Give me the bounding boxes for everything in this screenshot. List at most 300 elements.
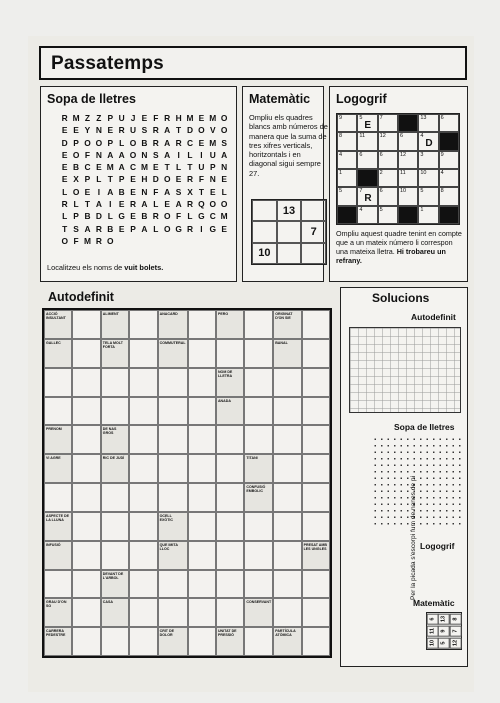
word-search-letter: Y — [84, 125, 91, 136]
logogrif-cell: 5 — [418, 187, 438, 205]
math-puzzle-instructions: Ompliu els quadres blancs amb números de manera que la suma de tres xifres verticals, horitzontals i en diagonal sigui sempre 27. — [249, 113, 328, 178]
logogrif-cell: 11 — [357, 132, 377, 150]
word-search-letter: X — [73, 174, 79, 185]
word-search-letter: E — [130, 186, 136, 197]
crossword-cell — [101, 627, 129, 656]
word-search-letter: V — [209, 125, 216, 136]
logogrif-cell: 8 — [337, 132, 357, 150]
word-search-letter: P — [107, 113, 114, 123]
word-search-title: Sopa de lletres — [47, 92, 136, 106]
word-search-letter: E — [209, 186, 216, 197]
crossword-cell — [302, 339, 330, 368]
crossword-clue-cell: GALLEC — [44, 339, 72, 368]
logogrif-cell: 6 — [378, 187, 398, 205]
word-search-letter: T — [187, 162, 193, 173]
crossword-title: Autodefinit — [48, 290, 114, 304]
crossword-cell — [302, 425, 330, 454]
crossword-cell — [273, 570, 301, 599]
word-search-letter: Z — [84, 113, 91, 123]
crossword-cell — [216, 454, 244, 483]
word-search-letter: O — [95, 137, 103, 148]
crossword-cell — [244, 397, 273, 426]
word-search-letter: O — [163, 174, 171, 185]
word-search-letter: P — [209, 162, 216, 173]
logogrif-solution-text — [410, 550, 417, 600]
crossword-cell — [72, 570, 100, 599]
crossword-cell — [44, 483, 72, 512]
word-search-panel — [40, 86, 237, 282]
word-search-letter: J — [130, 113, 136, 123]
word-search-letter: E — [61, 174, 68, 185]
crossword-cell — [273, 368, 301, 397]
math-solution-cell: 6 — [427, 613, 439, 624]
logogrif-cell: 4 — [439, 169, 459, 187]
math-cell — [277, 221, 302, 242]
crossword-cell — [188, 368, 216, 397]
crossword-cell — [244, 368, 273, 397]
word-search-letter: E — [118, 223, 125, 234]
crossword-cell — [273, 454, 301, 483]
word-search-letter: R — [175, 137, 182, 148]
word-search-letter: F — [198, 174, 204, 185]
word-search-letter: M — [106, 162, 114, 173]
math-cell — [301, 243, 326, 264]
crossword-cell — [158, 598, 188, 627]
logogrif-cell: 6 — [398, 132, 418, 150]
crossword-clue-cell: PRESAT AMB LES UNGLES — [302, 541, 330, 570]
crossword-cell — [44, 570, 72, 599]
word-search-solution — [372, 436, 462, 526]
word-search-letter: E — [61, 162, 68, 173]
crossword-clue-cell: CONFUSIÓ EMBOLIC — [244, 483, 273, 512]
math-cell: 13 — [277, 200, 302, 221]
logogrif-cell — [439, 206, 459, 224]
crossword-cell — [188, 512, 216, 541]
crossword-cell — [216, 512, 244, 541]
crossword-cell — [101, 512, 129, 541]
header-banner — [39, 46, 467, 80]
word-search-letter: L — [96, 174, 102, 185]
crossword-cell — [72, 368, 100, 397]
crossword-cell — [302, 397, 330, 426]
word-search-letter: R — [186, 199, 194, 210]
math-solution-cell: 12 — [449, 637, 461, 648]
word-search-letter: R — [95, 223, 102, 234]
math-solution-grid — [426, 612, 462, 650]
logogrif-cell — [337, 206, 357, 224]
word-search-letter: E — [164, 199, 170, 210]
word-search-letter: D — [61, 137, 68, 148]
logogrif-cell: 6 — [378, 151, 398, 169]
word-search-letter: I — [109, 199, 112, 210]
solutions-crossword-label: Autodefinit — [411, 312, 456, 322]
crossword-clue-cell: QUE IMITA LLOC — [158, 541, 188, 570]
word-search-letter: B — [73, 162, 80, 173]
word-search-letter: F — [153, 186, 159, 197]
crossword-cell — [129, 598, 157, 627]
math-cell: 7 — [301, 221, 326, 242]
word-search-letter: R — [164, 113, 171, 123]
crossword-cell — [302, 454, 330, 483]
word-search-letter: O — [198, 125, 205, 136]
word-search-letter: E — [130, 174, 136, 185]
crossword-cell — [188, 598, 216, 627]
word-search-letter: C — [186, 137, 194, 148]
crossword-clue-cell: RIC DE JUDÍ — [101, 454, 129, 483]
word-search-letter: R — [152, 125, 159, 136]
crossword-cell — [188, 310, 216, 339]
word-search-letter: P — [84, 174, 91, 185]
crossword-cell — [72, 454, 100, 483]
logogrif-cell: 7 R — [357, 187, 377, 205]
word-search-letter: I — [200, 223, 203, 234]
word-search-letter: G — [175, 223, 182, 234]
word-search-letter: E — [198, 113, 205, 123]
crossword-cell — [101, 368, 129, 397]
word-search-letter: F — [84, 149, 91, 160]
crossword-cell — [302, 627, 330, 656]
word-search-letter: M — [209, 137, 217, 148]
word-search-letter: S — [153, 149, 159, 160]
crossword-cell — [129, 483, 157, 512]
word-search-letter: M — [140, 162, 148, 173]
word-search-letter: U — [209, 149, 216, 160]
crossword-cell — [129, 512, 157, 541]
word-search-letter: R — [186, 223, 194, 234]
word-search-letter: X — [187, 186, 193, 197]
word-search-letter: O — [107, 235, 114, 246]
word-search-letter: N — [141, 186, 148, 197]
logogrif-cell: 12 — [398, 151, 418, 169]
logogrif-instructions: Ompliu aquest quadre tenint en compte que a un mateix número li correspon una mateixa lletra. Hi trobareu un refrany. — [336, 229, 462, 265]
logogrif-cell: 6 — [357, 151, 377, 169]
crossword-cell — [302, 483, 330, 512]
crossword-cell — [302, 512, 330, 541]
logogrif-cell: 11 — [398, 169, 418, 187]
crossword-cell — [216, 598, 244, 627]
crossword-cell — [129, 627, 157, 656]
word-search-letter: N — [141, 149, 148, 160]
crossword-cell — [129, 339, 157, 368]
crossword-clue-cell: VI AGRE — [44, 454, 72, 483]
crossword-cell — [244, 627, 273, 656]
crossword-clue-cell: PARTÍCULA ATÒMICA — [273, 627, 301, 656]
solutions-word-search-label: Sopa de lletres — [394, 422, 455, 432]
word-search-letter: A — [141, 199, 148, 210]
math-solution-cell: 8 — [449, 613, 461, 624]
word-search-letter: P — [73, 137, 79, 148]
logogrif-panel — [329, 86, 468, 282]
crossword-cell — [244, 339, 273, 368]
crossword-clue-cell: TELA MOLT FORTA — [101, 339, 129, 368]
word-search-letter: P — [118, 174, 125, 185]
crossword-cell — [216, 339, 244, 368]
word-search-letter: F — [73, 235, 79, 246]
word-search-letter: E — [118, 199, 125, 210]
word-search-letter: M — [72, 113, 80, 123]
crossword-clue-cell: DE NAS GROS — [101, 425, 129, 454]
crossword-cell — [302, 598, 330, 627]
math-cell: 10 — [252, 243, 277, 264]
crossword-clue-cell: CARRERA PEDESTRE — [44, 627, 72, 656]
crossword-cell — [72, 425, 100, 454]
word-search-letter: U — [130, 125, 137, 136]
crossword-cell — [72, 483, 100, 512]
crossword-clue-cell: ORIGINAT D'ON SIE — [273, 310, 301, 339]
math-solution-cell: 9 — [438, 625, 450, 636]
word-search-letter: S — [141, 125, 148, 136]
logogrif-grid — [336, 113, 460, 225]
word-search-letter: P — [107, 137, 114, 148]
solutions-title: Solucions — [372, 291, 430, 305]
crossword-cell — [158, 570, 188, 599]
crossword-cell — [244, 570, 273, 599]
crossword-cell — [158, 454, 188, 483]
crossword-cell — [216, 483, 244, 512]
word-search-letter: M — [209, 113, 217, 123]
math-solution-cell: 5 — [438, 637, 450, 648]
word-search-letter: O — [163, 211, 171, 222]
word-search-letter: O — [129, 149, 137, 160]
word-search-letter: R — [130, 199, 137, 210]
word-search-letter: A — [175, 199, 182, 210]
math-puzzle-title: Matemàtic — [249, 92, 311, 106]
word-search-letter: R — [61, 113, 68, 123]
word-search-letter: T — [198, 186, 204, 197]
crossword-cell — [244, 310, 273, 339]
crossword-cell — [129, 397, 157, 426]
word-search-letter: Q — [198, 199, 205, 210]
crossword-grid — [44, 310, 330, 656]
math-puzzle-panel — [242, 86, 328, 282]
logogrif-cell: 9 — [439, 151, 459, 169]
word-search-letter: D — [95, 211, 102, 222]
crossword-clue-cell: CRIT DE DOLOR — [158, 627, 188, 656]
crossword-cell — [273, 397, 301, 426]
word-search-letter: O — [220, 199, 228, 210]
page-title: Passatemps — [51, 53, 164, 74]
word-search-letter: E — [73, 125, 79, 136]
word-search-letter: F — [153, 113, 159, 123]
logogrif-cell: 1 — [337, 169, 357, 187]
logogrif-cell: 8 — [439, 187, 459, 205]
crossword-cell — [273, 512, 301, 541]
word-search-letter: O — [209, 199, 217, 210]
word-search-letter: L — [187, 149, 193, 160]
math-cell — [301, 200, 326, 221]
word-search-letter: I — [177, 149, 180, 160]
crossword-cell — [72, 598, 100, 627]
crossword-cell — [72, 627, 100, 656]
logogrif-cell: 12 — [378, 132, 398, 150]
crossword-cell — [129, 368, 157, 397]
crossword-cell — [101, 541, 129, 570]
word-search-letter: H — [141, 174, 148, 185]
crossword-clue-cell: TITANI — [244, 454, 273, 483]
word-search-letter: T — [84, 199, 91, 210]
crossword-cell — [72, 339, 100, 368]
word-search-letter: L — [176, 162, 182, 173]
word-search-letter: R — [186, 174, 194, 185]
word-search-letter: L — [62, 186, 68, 197]
word-search-letter: E — [61, 125, 68, 136]
word-search-instructions: Localitzeu els noms de vuit bolets. — [47, 263, 164, 272]
word-search-letter: T — [107, 174, 113, 185]
word-search-letter: O — [129, 137, 137, 148]
crossword-cell — [244, 541, 273, 570]
math-puzzle-grid — [251, 199, 327, 265]
word-search-letter: N — [221, 162, 228, 173]
crossword-clue-cell: ANACARD — [158, 310, 188, 339]
crossword-cell — [129, 425, 157, 454]
crossword-clue-cell: OCELL EXÒTIC — [158, 512, 188, 541]
word-search-letter: B — [118, 186, 125, 197]
word-search-letter: A — [107, 149, 114, 160]
word-search-letter: A — [164, 186, 171, 197]
crossword-cell — [188, 339, 216, 368]
word-search-letter: U — [118, 113, 125, 123]
word-search-letter: E — [153, 162, 159, 173]
crossword-clue-cell: COMMUTERAL — [158, 339, 188, 368]
crossword-cell — [72, 541, 100, 570]
crossword-clue-cell: DEVANT DE L'ARBOL — [101, 570, 129, 599]
word-search-letter: N — [95, 125, 102, 136]
word-search-letter: T — [62, 223, 68, 234]
logogrif-cell — [398, 114, 418, 132]
crossword-cell — [188, 541, 216, 570]
word-search-letter: D — [186, 125, 194, 136]
word-search-letter: T — [164, 162, 170, 173]
word-search-letter: A — [118, 149, 125, 160]
logogrif-cell: 3 — [418, 151, 438, 169]
logogrif-cell: 4 — [337, 151, 357, 169]
logogrif-cell: 4 — [357, 206, 377, 224]
word-search-letter: A — [164, 125, 171, 136]
math-solution-cell: 10 — [427, 637, 439, 648]
crossword-cell — [129, 570, 157, 599]
word-search-letter: U — [198, 162, 205, 173]
word-search-letter: L — [221, 186, 227, 197]
crossword-clue-cell: ANADA — [216, 397, 244, 426]
crossword-cell — [158, 397, 188, 426]
word-search-letter: N — [95, 149, 102, 160]
crossword-cell — [302, 368, 330, 397]
word-search-letter: E — [130, 211, 136, 222]
word-search-letter: A — [164, 149, 171, 160]
word-search-letter: L — [107, 211, 113, 222]
logogrif-cell — [398, 206, 418, 224]
word-search-letter: S — [221, 137, 227, 148]
math-cell — [252, 221, 277, 242]
word-search-letter: I — [200, 149, 203, 160]
crossword-cell — [273, 598, 301, 627]
word-search-letter: E — [221, 223, 227, 234]
crossword-cell — [129, 541, 157, 570]
crossword-cell — [302, 310, 330, 339]
crossword-cell — [188, 570, 216, 599]
crossword-cell — [129, 454, 157, 483]
word-search-letter: A — [84, 223, 91, 234]
word-search-letter: L — [73, 199, 79, 210]
crossword-clue-cell: GRAU D'ON SO — [44, 598, 72, 627]
logogrif-cell — [439, 132, 459, 150]
word-search-letter: B — [84, 211, 91, 222]
word-search-letter: L — [119, 137, 125, 148]
word-search-letter: A — [141, 223, 148, 234]
crossword-cell — [101, 397, 129, 426]
crossword-cell — [273, 541, 301, 570]
word-search-letter: L — [187, 211, 193, 222]
word-search-letter: Z — [96, 113, 102, 123]
crossword-cell — [72, 397, 100, 426]
crossword-cell — [129, 310, 157, 339]
crossword-clue-cell: UNITAT DE PRESSIÓ — [216, 627, 244, 656]
crossword-cell — [158, 483, 188, 512]
word-search-letter: O — [220, 113, 228, 123]
math-solution-cell: 11 — [427, 625, 439, 636]
word-search-letter: S — [73, 223, 79, 234]
crossword-cell — [188, 397, 216, 426]
word-search-letter: L — [153, 199, 159, 210]
word-search-letter: A — [221, 149, 228, 160]
crossword-cell — [188, 454, 216, 483]
crossword-cell — [216, 425, 244, 454]
word-search-letter: R — [61, 199, 68, 210]
crossword-cell — [158, 368, 188, 397]
word-search-letter: G — [209, 223, 217, 234]
word-search-letter: E — [96, 162, 102, 173]
crossword-cell — [216, 541, 244, 570]
crossword-cell — [158, 425, 188, 454]
word-search-letter: C — [84, 162, 91, 173]
word-search-letter: M — [220, 211, 228, 222]
crossword-cell — [44, 397, 72, 426]
word-search-letter: P — [73, 211, 79, 222]
crossword-cell — [188, 627, 216, 656]
math-solution-cell: 13 — [438, 613, 450, 624]
crossword-cell — [216, 570, 244, 599]
logogrif-cell: 10 — [418, 169, 438, 187]
word-search-letter: B — [107, 223, 114, 234]
word-search-letter: A — [95, 199, 102, 210]
crossword-cell — [273, 425, 301, 454]
word-search-letter: B — [141, 137, 148, 148]
solutions-math-label: Matemàtic — [413, 598, 455, 608]
word-search-letter: E — [61, 149, 68, 160]
word-search-letter: T — [176, 125, 182, 136]
word-search-letter: E — [107, 125, 114, 136]
crossword-cell — [188, 425, 216, 454]
crossword-clue-cell: ALIMENT — [101, 310, 129, 339]
crossword-clue-cell: ASPECTE DE LA LLUNA — [44, 512, 72, 541]
word-search-letter: R — [152, 137, 159, 148]
word-search-letter: H — [175, 113, 182, 123]
logogrif-cell: 2 — [378, 169, 398, 187]
word-search-letter: S — [175, 186, 182, 197]
crossword-frame — [42, 308, 332, 658]
word-search-letter: P — [130, 223, 136, 234]
word-search-letter: G — [198, 211, 205, 222]
word-search-letter: R — [152, 211, 159, 222]
crossword-clue-cell: PRENOM — [44, 425, 72, 454]
crossword-cell — [72, 310, 100, 339]
word-search-letter: E — [198, 137, 205, 148]
crossword-clue-cell: CASA — [101, 598, 129, 627]
logogrif-cell: 9 — [337, 114, 357, 132]
logogrif-cell: 6 — [439, 114, 459, 132]
word-search-letter: A — [164, 137, 171, 148]
word-search-letter: A — [107, 186, 114, 197]
